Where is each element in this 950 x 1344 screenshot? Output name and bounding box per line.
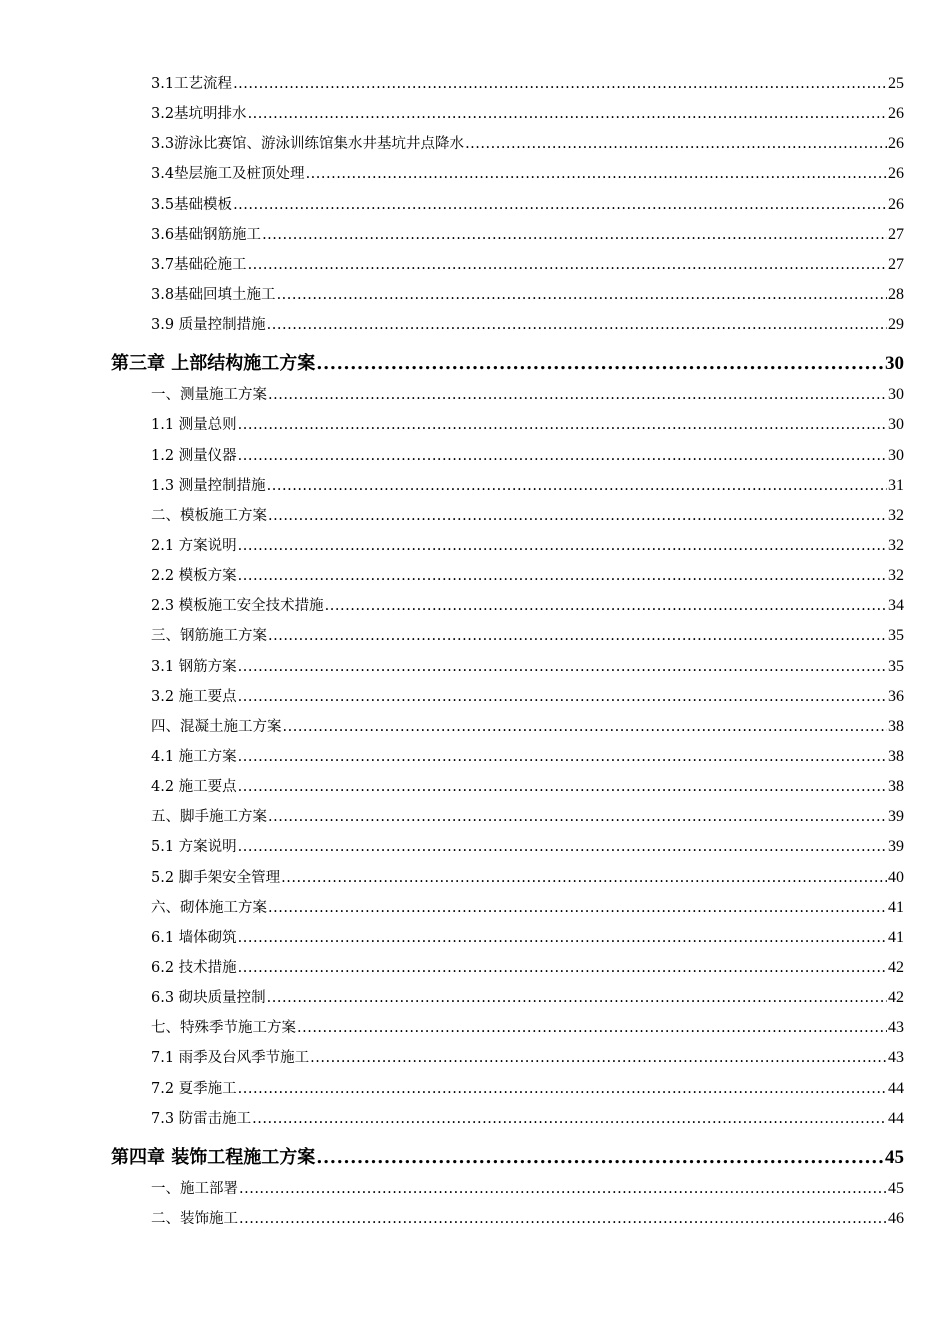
dot-leader bbox=[252, 1111, 887, 1127]
toc-entry-5-1[interactable] bbox=[0, 835, 950, 865]
toc-entry-2-3[interactable] bbox=[0, 594, 950, 624]
toc-page-number: 30 bbox=[885, 353, 904, 375]
toc-page-number: 26 bbox=[888, 165, 904, 183]
toc-page-number: 39 bbox=[888, 808, 904, 826]
dot-leader bbox=[248, 257, 887, 273]
toc-chapter-4[interactable] bbox=[0, 1137, 950, 1177]
toc-entry-3-8[interactable] bbox=[0, 283, 950, 313]
toc-entry-3-1[interactable] bbox=[0, 72, 950, 102]
toc-entry-title: 六、砌体施工方案 bbox=[151, 899, 267, 916]
dot-leader bbox=[233, 197, 887, 213]
toc-entry-7-3[interactable] bbox=[0, 1107, 950, 1137]
toc-entry-title: 7.3 防雷击施工 bbox=[151, 1110, 252, 1127]
toc-entry-title: 3.8基础回填土施工 bbox=[151, 286, 276, 303]
toc-entry-2-1[interactable] bbox=[0, 534, 950, 564]
toc-entry-6-3[interactable] bbox=[0, 986, 950, 1016]
toc-entry-title: 二、模板施工方案 bbox=[151, 507, 267, 524]
dot-leader bbox=[238, 749, 887, 765]
toc-entry-3-1-rebar[interactable] bbox=[0, 655, 950, 685]
toc-page-number: 45 bbox=[885, 1146, 904, 1168]
dot-leader bbox=[238, 417, 887, 433]
dot-leader bbox=[267, 317, 887, 333]
toc-page-number: 39 bbox=[888, 838, 904, 856]
toc-page-number: 38 bbox=[888, 747, 904, 765]
toc-entry-title: 1.3 测量控制措施 bbox=[151, 477, 266, 494]
toc-page-number: 32 bbox=[888, 506, 904, 524]
dot-leader bbox=[316, 1147, 884, 1168]
toc-entry-title: 5.2 脚手架安全管理 bbox=[151, 869, 281, 886]
toc-entry-title: 1.1 测量总则 bbox=[151, 417, 237, 434]
toc-entry-title: 2.1 方案说明 bbox=[151, 537, 237, 554]
toc-page-number: 38 bbox=[888, 717, 904, 735]
toc-entry-title: 七、特殊季节施工方案 bbox=[151, 1020, 296, 1037]
toc-page-number: 41 bbox=[888, 898, 904, 916]
toc-entry-title: 7.1 雨季及台风季节施工 bbox=[151, 1050, 310, 1067]
toc-entry-title: 三、钢筋施工方案 bbox=[151, 628, 267, 645]
toc-entry-1-2[interactable] bbox=[0, 444, 950, 474]
toc-entry-concrete[interactable] bbox=[0, 715, 950, 745]
toc-entry-2-2[interactable] bbox=[0, 564, 950, 594]
toc-entry-title: 7.2 夏季施工 bbox=[151, 1080, 237, 1097]
toc-entry-3-2[interactable] bbox=[0, 102, 950, 132]
toc-entry-title: 3.2基坑明排水 bbox=[151, 106, 247, 123]
toc-entry-7-1[interactable] bbox=[0, 1046, 950, 1076]
toc-page-number: 40 bbox=[888, 868, 904, 886]
dot-leader bbox=[283, 719, 888, 735]
toc-entry-title: 3.2 施工要点 bbox=[151, 688, 237, 705]
toc-page-number: 27 bbox=[888, 255, 904, 273]
dot-leader bbox=[306, 166, 887, 182]
dot-leader bbox=[267, 990, 887, 1006]
dot-leader bbox=[465, 136, 887, 152]
toc-entry-title: 3.9 质量控制措施 bbox=[151, 317, 266, 334]
toc-entry-title: 1.2 测量仪器 bbox=[151, 447, 237, 464]
toc-entry-title: 五、脚手施工方案 bbox=[151, 809, 267, 826]
toc-entry-scaffold[interactable] bbox=[0, 805, 950, 835]
toc-entry-formwork[interactable] bbox=[0, 504, 950, 534]
toc-page-number: 30 bbox=[888, 386, 904, 404]
toc-page-number: 26 bbox=[888, 135, 904, 153]
toc-entry-4-1[interactable] bbox=[0, 745, 950, 775]
toc-page-number: 31 bbox=[888, 476, 904, 494]
dot-leader bbox=[262, 227, 887, 243]
toc-entry-title: 二、装饰施工 bbox=[151, 1210, 238, 1227]
dot-leader bbox=[238, 538, 887, 554]
toc-entry-title: 3.1 钢筋方案 bbox=[151, 658, 237, 675]
toc-entry-title: 2.3 模板施工安全技术措施 bbox=[151, 598, 324, 615]
dot-leader bbox=[325, 598, 887, 614]
toc-page-number: 42 bbox=[888, 989, 904, 1007]
toc-entry-3-5[interactable] bbox=[0, 193, 950, 223]
toc-entry-title: 3.6基础钢筋施工 bbox=[151, 226, 262, 243]
dot-leader bbox=[248, 106, 887, 122]
dot-leader bbox=[239, 1181, 887, 1197]
toc-entry-1-3[interactable] bbox=[0, 474, 950, 504]
toc-page-number: 43 bbox=[888, 1049, 904, 1067]
table-of-contents bbox=[0, 72, 950, 1237]
toc-entry-title: 一、测量施工方案 bbox=[151, 387, 267, 404]
toc-chapter-title: 第四章 装饰工程施工方案 bbox=[111, 1146, 316, 1168]
toc-entry-3-7[interactable] bbox=[0, 253, 950, 283]
toc-page-number: 27 bbox=[888, 225, 904, 243]
dot-leader bbox=[277, 287, 887, 303]
toc-page-number: 29 bbox=[888, 316, 904, 334]
toc-entry-6-1[interactable] bbox=[0, 926, 950, 956]
toc-page-number: 42 bbox=[888, 958, 904, 976]
toc-entry-title: 3.3游泳比赛馆、游泳训练馆集水井基坑井点降水 bbox=[151, 136, 465, 153]
dot-leader bbox=[316, 353, 884, 374]
toc-entry-deployment[interactable] bbox=[0, 1177, 950, 1207]
toc-entry-1-1[interactable] bbox=[0, 413, 950, 443]
toc-page-number: 30 bbox=[888, 416, 904, 434]
toc-page-number: 26 bbox=[888, 195, 904, 213]
dot-leader bbox=[268, 809, 887, 825]
toc-page-number: 38 bbox=[888, 778, 904, 796]
dot-leader bbox=[268, 628, 887, 644]
dot-leader bbox=[267, 478, 887, 494]
dot-leader bbox=[238, 1081, 887, 1097]
toc-entry-seasonal[interactable] bbox=[0, 1016, 950, 1046]
dot-leader bbox=[268, 508, 887, 524]
dot-leader bbox=[239, 1211, 887, 1227]
toc-entry-title: 6.3 砌块质量控制 bbox=[151, 990, 266, 1007]
toc-entry-3-2-points[interactable] bbox=[0, 685, 950, 715]
toc-entry-title: 2.2 模板方案 bbox=[151, 568, 237, 585]
toc-entry-decoration[interactable] bbox=[0, 1207, 950, 1237]
toc-page-number: 34 bbox=[888, 597, 904, 615]
dot-leader bbox=[238, 689, 887, 705]
toc-entry-measurement[interactable] bbox=[0, 383, 950, 413]
dot-leader bbox=[281, 870, 887, 886]
toc-entry-3-6[interactable] bbox=[0, 223, 950, 253]
toc-page-number: 35 bbox=[888, 627, 904, 645]
toc-page-number: 44 bbox=[888, 1109, 904, 1127]
toc-page-number: 36 bbox=[888, 687, 904, 705]
dot-leader bbox=[238, 779, 887, 795]
dot-leader bbox=[268, 387, 887, 403]
toc-page-number: 25 bbox=[888, 75, 904, 92]
toc-entry-title: 6.1 墙体砌筑 bbox=[151, 929, 237, 946]
toc-chapter-3[interactable] bbox=[0, 343, 950, 383]
toc-entry-title: 3.1工艺流程 bbox=[151, 76, 233, 92]
dot-leader bbox=[233, 76, 887, 92]
toc-page-number: 28 bbox=[888, 285, 904, 303]
toc-entry-4-2[interactable] bbox=[0, 775, 950, 805]
toc-chapter-title: 第三章 上部结构施工方案 bbox=[111, 353, 316, 375]
toc-entry-7-2[interactable] bbox=[0, 1077, 950, 1107]
toc-page-number: 43 bbox=[888, 1019, 904, 1037]
dot-leader bbox=[297, 1020, 887, 1036]
toc-page-number: 32 bbox=[888, 536, 904, 554]
toc-page-number: 41 bbox=[888, 928, 904, 946]
dot-leader bbox=[238, 448, 887, 464]
toc-entry-6-2[interactable] bbox=[0, 956, 950, 986]
toc-entry-title: 3.5基础模板 bbox=[151, 196, 233, 213]
toc-entry-title: 6.2 技术措施 bbox=[151, 959, 237, 976]
toc-page-number: 44 bbox=[888, 1079, 904, 1097]
dot-leader bbox=[238, 839, 887, 855]
toc-entry-title: 一、施工部署 bbox=[151, 1180, 238, 1197]
toc-page-number: 32 bbox=[888, 567, 904, 585]
toc-entry-title: 4.1 施工方案 bbox=[151, 748, 237, 765]
toc-entry-3-9[interactable] bbox=[0, 313, 950, 343]
dot-leader bbox=[238, 659, 887, 675]
dot-leader bbox=[310, 1050, 887, 1066]
toc-entry-title: 3.4垫层施工及桩顶处理 bbox=[151, 166, 305, 183]
toc-page-number: 26 bbox=[888, 105, 904, 123]
toc-entry-rebar[interactable] bbox=[0, 624, 950, 654]
dot-leader bbox=[268, 900, 887, 916]
dot-leader bbox=[238, 568, 887, 584]
toc-entry-3-3[interactable] bbox=[0, 132, 950, 162]
toc-entry-title: 四、混凝土施工方案 bbox=[151, 718, 282, 735]
toc-page-number: 45 bbox=[888, 1179, 904, 1197]
toc-entry-title: 3.7基础砼施工 bbox=[151, 256, 247, 273]
toc-entry-3-4[interactable] bbox=[0, 162, 950, 192]
toc-page-number: 30 bbox=[888, 446, 904, 464]
dot-leader bbox=[238, 930, 887, 946]
toc-page-number: 35 bbox=[888, 657, 904, 675]
toc-entry-title: 5.1 方案说明 bbox=[151, 839, 237, 856]
toc-page-number: 46 bbox=[888, 1209, 904, 1227]
dot-leader bbox=[238, 960, 887, 976]
toc-entry-masonry[interactable] bbox=[0, 896, 950, 926]
toc-entry-5-2[interactable] bbox=[0, 866, 950, 896]
toc-entry-title: 4.2 施工要点 bbox=[151, 779, 237, 796]
